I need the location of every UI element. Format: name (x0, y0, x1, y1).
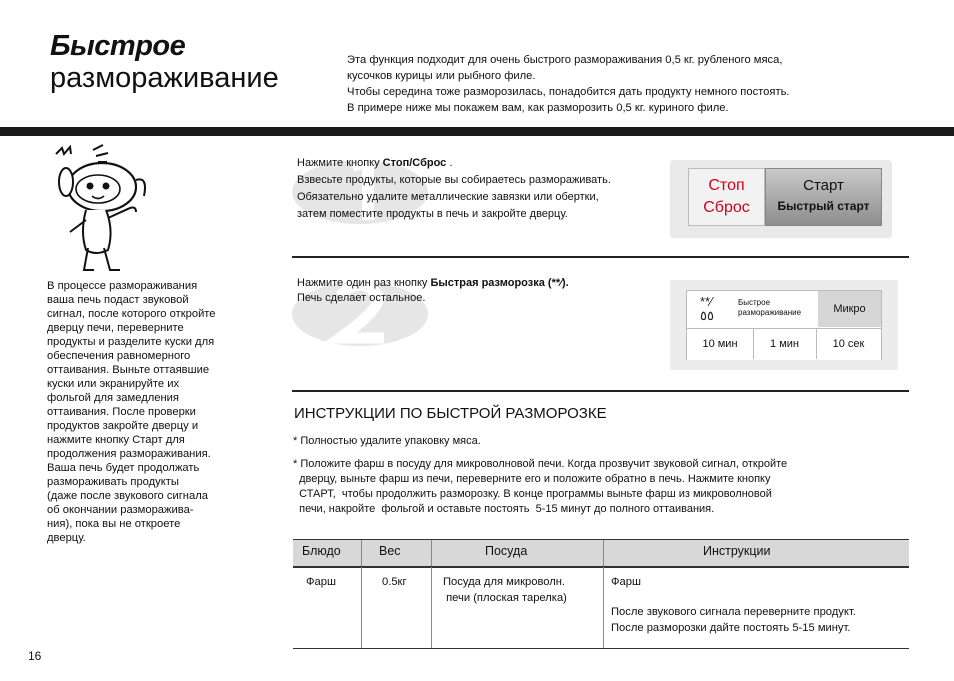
step-2-line: Печь сделает остальное. (297, 292, 426, 304)
cell-spacer (611, 590, 856, 604)
page-number: 16 (28, 649, 42, 663)
stop-reset-name: Стоп/Сброс (382, 157, 447, 169)
keypad-separator (816, 328, 817, 359)
tip-line: продукты и разделите куски для (47, 336, 215, 348)
tip-line: дверцу. (47, 532, 86, 544)
table-header-instructions: Инструкции (703, 544, 771, 558)
defrost-icon-inline: (**⁄). (547, 277, 569, 289)
start-quickstart-button[interactable] (765, 168, 882, 226)
instructions-heading: ИНСТРУКЦИИ ПО БЫСТРОЙ РАЗМОРОЗКЕ (294, 405, 607, 422)
intro-line: кусочков курицы или рыбного филе. (347, 70, 536, 82)
tip-line: сигнал, после которого откройте (47, 308, 216, 320)
tip-line: В процессе размораживания (47, 280, 198, 292)
header-divider-bar (0, 127, 954, 136)
table-header-underline (293, 566, 909, 567)
tip-line: размораживать продукты (47, 476, 179, 488)
intro-line: Эта функция подходит для очень быстрого размораживания 0,5 кг. рубленого мяса, (347, 54, 783, 66)
step-2-prefix: Нажмите один раз кнопку (297, 277, 431, 289)
step-1-line: Обязательно удалите металлические завязки или обертки, (297, 191, 599, 203)
quick-defrost-label (738, 298, 801, 318)
step-1-suffix: . (446, 157, 453, 169)
defrost-label-line1: Быстрое (738, 298, 771, 307)
instructions-list (293, 434, 893, 517)
tip-line: куски или экранируйте их (47, 378, 180, 390)
tip-line: оттаивания. После проверки (47, 406, 196, 418)
step-2-text (297, 276, 667, 306)
quick-start-label: Быстрый старт (777, 199, 870, 213)
step-1-text (297, 155, 667, 223)
step-1-first-line (297, 155, 667, 172)
step-1-line: затем поместите продукты в печь и закройте дверцу. (297, 208, 568, 220)
tip-line: об окончании разморажива- (47, 504, 194, 516)
tip-line: обеспечения равномерного (47, 350, 191, 362)
section-divider (292, 256, 909, 258)
table-header-dish: Блюдо (302, 544, 341, 558)
tip-line: фольгой для замедления (47, 392, 179, 404)
intro-line: В примере ниже мы покажем вам, как разморозить 0,5 кг. куриного филе. (347, 102, 729, 114)
instruction-cell-line: Фарш (611, 576, 641, 588)
instruction-bullet: * Положите фарш в посуду для микроволновой печи. Когда прозвучит звуковой сигнал, откройте (293, 458, 788, 470)
ten-sec-button[interactable]: 10 сек (816, 328, 881, 360)
defrost-label-line2: размораживание (738, 308, 802, 317)
reset-label: Сброс (703, 199, 750, 216)
dishware-line: Посуда для микроволн. (443, 576, 566, 588)
defrost-tips-text (47, 279, 252, 545)
instruction-bullet: дверцу, выньте фарш из печи, переверните его и положите обратно в печь. Нажмите кнопку (293, 473, 771, 485)
section-divider (292, 390, 909, 392)
tip-line: ваша печь подаст звуковой (47, 294, 189, 306)
table-cell-weight: 0.5кг (382, 576, 407, 588)
dishware-line: печи (плоская тарелка) (443, 592, 567, 604)
one-min-button[interactable]: 1 мин (753, 328, 816, 360)
instruction-cell-line: После звукового сигнала переверните продукт. (611, 606, 856, 618)
intro-line: Чтобы середина тоже разморозилась, понадобится дать продукту немного постоять. (347, 86, 790, 98)
page-title-line2: размораживание (50, 62, 279, 94)
table-column-line (361, 540, 362, 648)
mascot-illustration (38, 142, 158, 274)
stop-label: Стоп (708, 177, 745, 194)
start-label: Старт (803, 177, 844, 194)
instruction-bullet: печи, накройте фольгой и оставьте постоять 5-15 минут до полного оттаивания. (293, 503, 715, 515)
instruction-bullet: СТАРТ, чтобы продолжить разморозку. В конце программы выньте фарш из микроволновой (293, 488, 772, 500)
table-column-line (431, 540, 432, 648)
tip-line: нажмите кнопку Старт для (47, 434, 185, 446)
instruction-bullet: * Полностью удалите упаковку мяса. (293, 435, 481, 447)
quick-defrost-name: Быстрая разморозка (430, 277, 545, 289)
tip-line: ния), пока вы не откроете (47, 518, 181, 530)
step-2-first-line (297, 276, 667, 291)
instruction-cell-line: После разморозки дайте постоять 5-15 минут. (611, 622, 851, 634)
ten-min-button[interactable]: 10 мин (687, 328, 753, 360)
table-cell-dishware (443, 574, 567, 606)
tip-line: Ваша печь будет продолжать (47, 462, 200, 474)
step-1-prefix: Нажмите кнопку (297, 157, 383, 169)
step-1-line: Взвесьте продукты, которые вы собираетесь размораживать. (297, 174, 611, 186)
tip-line: продолжения размораживания. (47, 448, 211, 460)
page-title-line1: Быстрое (50, 30, 186, 62)
table-column-line (603, 540, 604, 648)
table-cell-instructions (611, 574, 856, 636)
micro-button[interactable]: Микро (818, 291, 881, 327)
tip-line: оттаивания. Выньте оттаявшие (47, 364, 210, 376)
snowflake-drop-icon: **⁄ ٥٥ (700, 294, 714, 323)
table-bottom-line (293, 648, 909, 649)
table-cell-dish: Фарш (306, 576, 336, 588)
stop-reset-button[interactable] (688, 168, 765, 226)
bullet-spacer (293, 449, 893, 457)
tip-line: (даже после звукового сигнала (47, 490, 208, 502)
tip-line: продуктов закройте дверцу и (47, 420, 199, 432)
keypad-separator (753, 328, 754, 359)
tip-line: дверцу печи, переверните (47, 322, 184, 334)
table-header-weight: Вес (379, 544, 401, 558)
table-header-dishware: Посуда (485, 544, 528, 558)
intro-paragraph (347, 52, 907, 116)
